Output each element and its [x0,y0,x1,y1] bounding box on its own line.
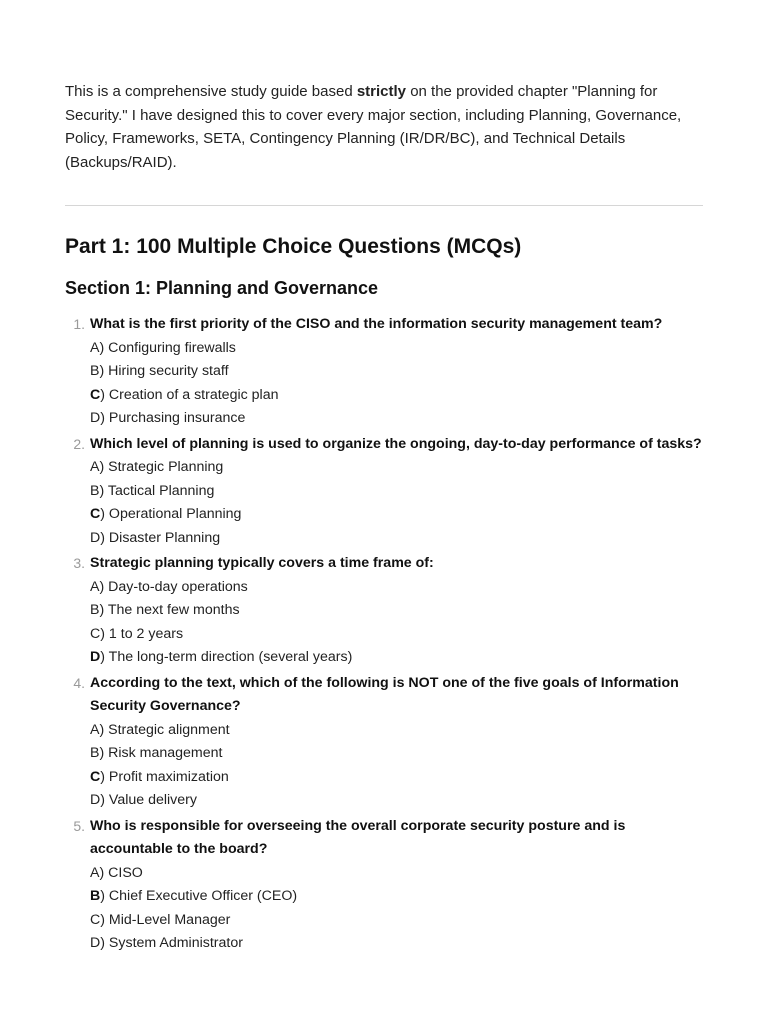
question-item [65,552,703,670]
option-letter: D [90,529,101,546]
intro-text-start: This is a comprehensive study guide based [65,83,357,100]
question-item [65,672,703,813]
option-text: ) CISO [99,864,143,881]
question-item [65,433,703,551]
answer-option [90,384,703,408]
answer-option [90,360,703,384]
option-letter: B [90,602,100,618]
option-letter: D [90,792,101,808]
option-letter: B [90,363,100,379]
option-text: ) System Administrator [100,935,243,951]
option-text: ) Creation of a strategic plan [100,386,279,403]
answer-option [90,909,703,933]
option-letter: A [90,721,100,738]
answer-option [90,646,703,670]
question-number: 1. [73,316,85,332]
option-letter: A [90,578,100,595]
section-title: Section 1: Planning and Governance [65,278,379,298]
question-text: What is the first priority of the CISO and the information security management team? [90,316,663,332]
intro-paragraph [65,80,703,174]
answer-option [90,576,703,600]
answer-option [90,789,703,813]
option-text: ) Strategic alignment [99,721,230,738]
option-text: ) Operational Planning [100,506,242,522]
question-item [65,313,703,431]
intro-text-end: on the provided chapter "Planning for Security." I have designed this to cover every major section, including Planning, Governance, Policy, Frameworks, SETA, Contingency Planning (IR/DR/BC), and Technical Details (Backups/RAID). [65,83,682,171]
option-text: ) Tactical Planning [99,482,215,499]
answer-option [90,623,703,647]
answer-option [90,932,703,956]
answer-option [90,503,703,527]
option-text: ) Purchasing insurance [100,410,246,426]
question-text: Strategic planning typically covers a time frame of: [90,555,434,571]
part-title: Part 1: 100 Multiple Choice Questions (MCQs) [65,235,522,258]
correct-answer-letter: C [90,768,101,785]
answer-option [90,766,703,790]
option-letter: B [90,745,100,761]
answer-option [90,407,703,431]
option-text: ) Configuring firewalls [99,339,236,356]
option-text: ) Risk management [99,745,223,761]
correct-answer-letter: B [90,888,101,904]
answer-option [90,337,703,361]
question-number: 3. [73,555,85,571]
option-letter: A [90,339,100,356]
option-text: ) Day-to-day operations [99,578,248,595]
option-text: ) Strategic Planning [99,459,224,475]
answer-option [90,527,703,551]
option-text: ) The next few months [99,602,240,618]
answer-option [90,480,703,504]
option-letter: D [90,410,101,426]
correct-answer-letter: D [90,649,101,665]
question-item [65,815,703,956]
question-number: 5. [73,817,85,834]
answer-option [90,742,703,766]
question-number: 4. [73,674,85,691]
option-letter: A [90,864,100,881]
option-text: ) Profit maximization [100,768,229,785]
question-list [65,313,703,956]
answer-option [90,456,703,480]
question-text: Who is responsible for overseeing the overall corporate security posture and is accountable to the board? [90,817,626,857]
correct-answer-letter: C [90,386,101,403]
option-letter: D [90,935,101,951]
question-text: According to the text, which of the following is NOT one of the five goals of Information Security Governance? [90,674,679,714]
option-text: ) 1 to 2 years [100,625,184,642]
answer-option [90,719,703,743]
option-text: ) Hiring security staff [99,363,229,379]
option-text: ) Chief Executive Officer (CEO) [100,888,298,904]
option-text: ) Disaster Planning [100,529,221,546]
option-letter: C [90,911,101,928]
intro-bold-word: strictly [356,83,407,100]
question-number: 2. [73,435,85,452]
section-divider [65,205,703,206]
option-text: ) Mid-Level Manager [100,911,231,928]
option-text: ) Value delivery [100,792,197,808]
question-text: Which level of planning is used to organize the ongoing, day-to-day performance of tasks? [90,435,702,452]
option-letter: B [90,482,100,499]
correct-answer-letter: C [90,506,101,522]
option-letter: C [90,625,101,642]
answer-option [90,599,703,623]
answer-option [90,862,703,886]
option-letter: A [90,459,100,475]
answer-option [90,885,703,909]
option-text: ) The long-term direction (several years) [100,649,353,665]
